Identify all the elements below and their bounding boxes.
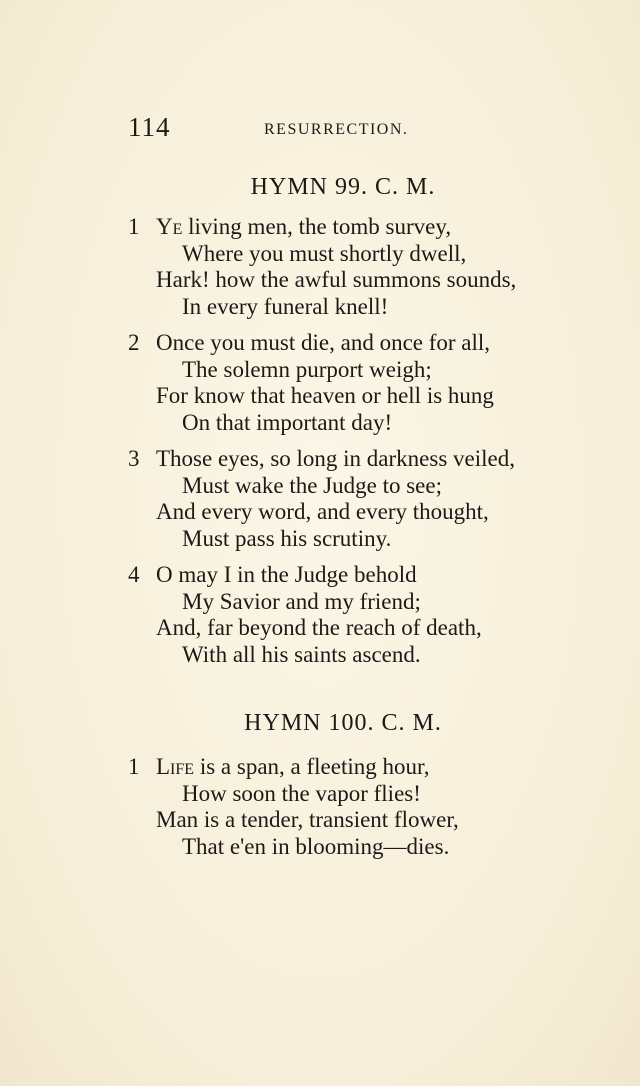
verse-first-line: Once you must die, and once for all, bbox=[156, 330, 491, 355]
verse-line: Where you must shortly dwell, bbox=[182, 240, 467, 266]
hymn-99-verse-3 bbox=[128, 446, 568, 552]
verse-number: 1 bbox=[128, 214, 140, 239]
verse-line: The solemn purport weigh; bbox=[182, 356, 432, 382]
verse-first-line-rest: is a span, a fleeting hour, bbox=[194, 754, 430, 779]
hymn-100-verse-1 bbox=[128, 754, 568, 860]
verse-line: Must pass his scrutiny. bbox=[182, 525, 392, 551]
verse-line: And every word, and every thought, bbox=[156, 499, 489, 524]
hymn-99-verse-4 bbox=[128, 562, 568, 668]
verse-first-line bbox=[156, 754, 429, 780]
verse-line: Must wake the Judge to see; bbox=[182, 472, 442, 498]
running-head bbox=[128, 112, 428, 146]
verse-line: In every funeral knell! bbox=[182, 293, 389, 319]
verse-first-line: O may I in the Judge behold bbox=[156, 562, 417, 587]
verse-first-line bbox=[156, 214, 451, 240]
verse-first-line-rest: living men, the tomb survey, bbox=[182, 214, 452, 239]
verse-number: 2 bbox=[128, 330, 140, 355]
verse-line bbox=[128, 330, 568, 357]
page-number: 114 bbox=[128, 112, 171, 142]
verse-line bbox=[128, 754, 568, 781]
verse-number: 1 bbox=[128, 754, 140, 779]
verse-number: 3 bbox=[128, 446, 140, 471]
verse-initial-word: Life bbox=[156, 754, 195, 779]
verse-line bbox=[128, 562, 568, 589]
verse-line bbox=[128, 446, 568, 473]
verse-line bbox=[128, 214, 568, 241]
verse-line: That e'en in blooming—dies. bbox=[182, 833, 450, 859]
verse-line: On that important day! bbox=[182, 409, 393, 435]
verse-line: Man is a tender, transient flower, bbox=[156, 807, 459, 832]
verse-line: My Savior and my friend; bbox=[182, 588, 421, 614]
verse-line: And, far beyond the reach of death, bbox=[156, 615, 482, 640]
hymn-100-heading: HYMN 100. C. M. bbox=[244, 710, 442, 736]
hymn-99-heading: HYMN 99. C. M. bbox=[250, 174, 436, 200]
hymn-99-verse-2 bbox=[128, 330, 568, 436]
verse-number: 4 bbox=[128, 562, 140, 587]
running-title: RESURRECTION. bbox=[264, 121, 409, 138]
hymn-99-verse-1 bbox=[128, 214, 568, 320]
verse-line: For know that heaven or hell is hung bbox=[156, 383, 494, 408]
verse-line: With all his saints ascend. bbox=[182, 641, 421, 667]
verse-initial-word: Ye bbox=[156, 214, 183, 239]
verse-line: How soon the vapor flies! bbox=[182, 780, 421, 806]
verse-first-line: Those eyes, so long in darkness veiled, bbox=[156, 446, 515, 471]
verse-line: Hark! how the awful summons sounds, bbox=[156, 267, 517, 292]
